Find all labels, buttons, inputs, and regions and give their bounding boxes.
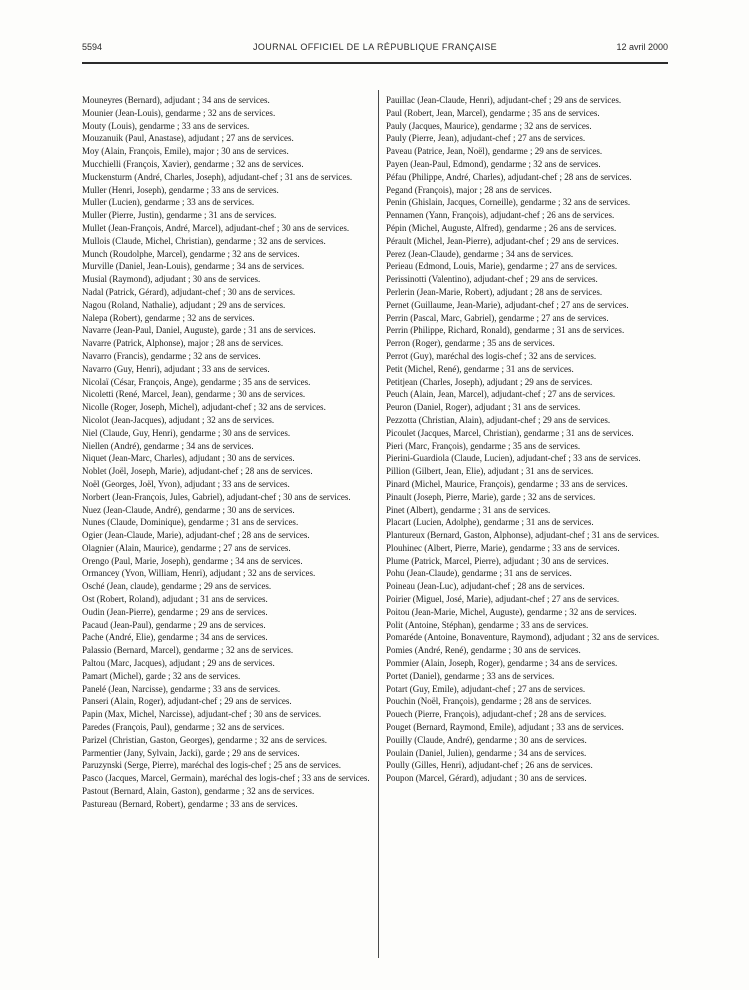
list-entry: Oudin (Jean-Pierre), gendarme ; 29 ans de services. [82, 606, 268, 617]
list-entry: Picoulet (Jacques, Marcel, Christian), gendarme ; 31 ans de services. [386, 427, 634, 438]
list-entry: Peuron (Daniel, Roger), adjudant ; 31 ans de services. [386, 402, 581, 413]
list-entry: Péfau (Philippe, André, Charles), adjudant-chef ; 28 ans de services. [386, 171, 632, 182]
list-entry: Pépin (Michel, Auguste, Alfred), gendarme ; 26 ans de services. [386, 222, 617, 233]
list-entry: Pomaréde (Antoine, Bonaventure, Raymond), adjudant ; 32 ans de services. [386, 632, 660, 643]
list-entry: Niellen (André), gendarme ; 34 ans de services. [82, 440, 254, 451]
list-entry: Pasco (Jacques, Marcel, Germain), maréchal des logis-chef ; 33 ans de services. [82, 773, 370, 784]
list-entry: Papin (Max, Michel, Narcisse), adjudant-chef ; 30 ans de services. [82, 709, 322, 720]
list-entry: Pacaud (Jean-Paul), gendarme ; 29 ans de services. [82, 619, 266, 630]
list-entry: Pouchin (Noël, François), gendarme ; 28 ans de services. [386, 696, 592, 707]
list-entry: Paltou (Marc, Jacques), adjudant ; 29 ans de services. [82, 658, 275, 669]
list-entry: Plantureux (Bernard, Gaston, Alphonse), adjudant-chef ; 31 ans de services. [386, 530, 660, 541]
list-entry: Mouty (Louis), gendarme ; 33 ans de services. [82, 120, 250, 131]
list-entry: Perez (Jean-Claude), gendarme ; 34 ans de services. [386, 248, 574, 259]
list-entry: Noël (Georges, Joël, Yvon), adjudant ; 33 ans de services. [82, 478, 290, 489]
list-entry: Nicolot (Jean-Jacques), adjudant ; 32 ans de services. [82, 414, 275, 425]
list-entry: Pieri (Marc, François), gendarme ; 35 ans de services. [386, 440, 581, 451]
list-entry: Navarro (Guy, Henri), adjudant ; 33 ans de services. [82, 363, 270, 374]
list-entry: Pinard (Michel, Maurice, François), gendarme ; 33 ans de services. [386, 478, 628, 489]
list-entry: Parmentier (Jany, Sylvain, Jacki), garde ; 29 ans de services. [82, 747, 300, 758]
list-entry: Nalepa (Robert), gendarme ; 32 ans de services. [82, 312, 255, 323]
list-entry: Perlerin (Jean-Marie, Robert), adjudant ; 28 ans de services. [386, 286, 603, 297]
list-entry: Pauly (Jacques, Maurice), gendarme ; 32 ans de services. [386, 120, 592, 131]
column-divider [378, 90, 379, 958]
list-entry: Poirier (Miguel, José, Marie), adjudant-chef ; 27 ans de services. [386, 594, 620, 605]
list-entry: Pérault (Michel, Jean-Pierre), adjudant-chef ; 29 ans de services. [386, 235, 619, 246]
list-entry: Pouilly (Claude, André), gendarme ; 30 ans de services. [386, 734, 587, 745]
list-entry: Poulain (Daniel, Julien), gendarme ; 34 ans de services. [386, 747, 587, 758]
list-entry: Petitjean (Charles, Joseph), adjudant ; 29 ans de services. [386, 376, 593, 387]
journal-title: JOURNAL OFFICIEL DE LA RÉPUBLIQUE FRANÇAISE [252, 42, 498, 52]
list-entry: Nunes (Claude, Dominique), gendarme ; 31 ans de services. [82, 517, 299, 528]
list-entry: Nagou (Roland, Nathalie), adjudant ; 29 ans de services. [82, 299, 286, 310]
list-entry: Plouhinec (Albert, Pierre, Marie), gendarme ; 33 ans de services. [386, 542, 620, 553]
list-entry: Moy (Alain, François, Emile), major ; 30 ans de services. [82, 146, 289, 157]
list-entry: Orengo (Paul, Marie, Joseph), gendarme ; 34 ans de services. [82, 555, 303, 566]
list-entry: Parizel (Christian, Gaston, Georges), gendarme ; 32 ans de services. [82, 734, 328, 745]
list-entry: Osché (Jean, claude), gendarme ; 29 ans de services. [82, 581, 272, 592]
list-entry: Mucchielli (François, Xavier), gendarme ; 32 ans de services. [82, 158, 304, 169]
list-entry: Paveau (Patrice, Jean, Noël), gendarme ; 29 ans de services. [386, 146, 603, 157]
list-entry: Potart (Guy, Emile), adjudant-chef ; 27 ans de services. [386, 683, 586, 694]
list-entry: Muller (Lucien), gendarme ; 33 ans de services. [82, 197, 255, 208]
list-entry: Nicoletti (René, Marcel, Jean), gendarme ; 30 ans de services. [82, 389, 306, 400]
list-entry: Petit (Michel, René), gendarme ; 31 ans de services. [386, 363, 574, 374]
issue-date: 12 avril 2000 [616, 42, 668, 52]
list-entry: Penin (Ghislain, Jacques, Corneille), gendarme ; 32 ans de services. [386, 197, 631, 208]
list-entry: Placart (Lucien, Adolphe), gendarme ; 31 ans de services. [386, 517, 594, 528]
list-entry: Norbert (Jean-François, Jules, Gabriel), adjudant-chef ; 30 ans de services. [82, 491, 351, 502]
list-entry: Pauly (Pierre, Jean), adjudant-chef ; 27 ans de services. [386, 133, 586, 144]
list-entry: Olagnier (Alain, Maurice), gendarme ; 27 ans de services. [82, 542, 291, 553]
list-entry: Perrot (Guy), maréchal des logis-chef ; 32 ans de services. [386, 350, 597, 361]
list-entry: Niquet (Jean-Marc, Charles), adjudant ; 30 ans de services. [82, 453, 295, 464]
list-entry: Murville (Daniel, Jean-Louis), gendarme ; 34 ans de services. [82, 261, 305, 272]
list-entry: Pezzotta (Christian, Alain), adjudant-chef ; 29 ans de services. [386, 414, 611, 425]
header-rule [82, 62, 668, 64]
list-entry: Panseri (Alain, Roger), adjudant-chef ; 29 ans de services. [82, 696, 292, 707]
list-entry: Nicolaï (César, François, Ange), gendarme ; 35 ans de services. [82, 376, 311, 387]
list-entry: Pinault (Joseph, Pierre, Marie), garde ; 32 ans de services. [386, 491, 596, 502]
list-entry: Muckensturm (André, Charles, Joseph), adjudant-chef ; 31 ans de services. [82, 171, 353, 182]
list-entry: Perieau (Edmond, Louis, Marie), gendarme ; 27 ans de services. [386, 261, 618, 272]
list-entry: Payen (Jean-Paul, Edmond), gendarme ; 32 ans de services. [386, 158, 601, 169]
list-entry: Navarro (Francis), gendarme ; 32 ans de services. [82, 350, 261, 361]
list-entry: Peuch (Alain, Jean, Marcel), adjudant-chef ; 27 ans de services. [386, 389, 616, 400]
list-entry: Pomies (André, René), gendarme ; 30 ans de services. [386, 645, 581, 656]
page-header [82, 42, 668, 56]
list-entry: Navarre (Jean-Paul, Daniel, Auguste), garde ; 31 ans de services. [82, 325, 316, 336]
list-entry: Palassio (Bernard, Marcel), gendarme ; 32 ans de services. [82, 645, 294, 656]
list-entry: Pastout (Bernard, Alain, Gaston), gendarme ; 32 ans de services. [82, 786, 315, 797]
list-entry: Muller (Pierre, Justin), gendarme ; 31 ans de services. [82, 210, 277, 221]
list-entry: Perrin (Pascal, Marc, Gabriel), gendarme ; 27 ans de services. [386, 312, 609, 323]
list-entry: Nuez (Jean-Claude, André), gendarme ; 30 ans de services. [82, 504, 295, 515]
list-entry: Paul (Robert, Jean, Marcel), gendarme ; 35 ans de services. [386, 107, 600, 118]
list-entry: Pohu (Jean-Claude), gendarme ; 31 ans de services. [386, 568, 572, 579]
list-entry: Munch (Roudolphe, Marcel), gendarme ; 32 ans de services. [82, 248, 300, 259]
list-entry: Ormancey (Yvon, William, Henri), adjudant ; 32 ans de services. [82, 568, 316, 579]
list-entry: Mouzanuik (Paul, Anastase), adjudant ; 27 ans de services. [82, 133, 294, 144]
list-entry: Mounier (Jean-Louis), gendarme ; 32 ans de services. [82, 107, 276, 118]
list-entry: Pouech (Pierre, François), adjudant-chef ; 28 ans de services. [386, 709, 607, 720]
page-number: 5594 [82, 42, 103, 52]
list-entry: Pamart (Michel), garde ; 32 ans de services. [82, 670, 241, 681]
list-entry: Paredes (François, Paul), gendarme ; 32 ans de services. [82, 722, 285, 733]
list-entry: Poineau (Jean-Luc), adjudant-chef ; 28 ans de services. [386, 581, 585, 592]
list-entry: Panelé (Jean, Narcisse), gendarme ; 33 ans de services. [82, 683, 281, 694]
list-entry: Niel (Claude, Guy, Henri), gendarme ; 30 ans de services. [82, 427, 291, 438]
list-entry: Perron (Roger), gendarme ; 35 ans de services. [386, 338, 555, 349]
list-entry: Pouget (Bernard, Raymond, Emile), adjudant ; 33 ans de services. [386, 722, 624, 733]
list-entry: Portet (Daniel), gendarme ; 33 ans de services. [386, 670, 555, 681]
list-entry: Paruzynski (Serge, Pierre), maréchal des logis-chef ; 25 ans de services. [82, 760, 341, 771]
list-entry: Nicolle (Roger, Joseph, Michel), adjudant-chef ; 32 ans de services. [82, 402, 326, 413]
list-entry: Mullois (Claude, Michel, Christian), gendarme ; 32 ans de services. [82, 235, 326, 246]
list-entry: Muller (Henri, Joseph), gendarme ; 33 ans de services. [82, 184, 279, 195]
list-entry: Perissinotti (Valentino), adjudant-chef ; 29 ans de services. [386, 274, 598, 285]
list-entry: Pegand (François), major ; 28 ans de services. [386, 184, 552, 195]
list-entry: Pastureau (Bernard, Robert), gendarme ; 33 ans de services. [82, 798, 298, 809]
list-entry: Pinet (Albert), gendarme ; 31 ans de services. [386, 504, 551, 515]
list-entry: Nadal (Patrick, Gérard), adjudant-chef ; 30 ans de services. [82, 286, 296, 297]
list-entry: Pommier (Alain, Joseph, Roger), gendarme ; 34 ans de services. [386, 658, 618, 669]
list-entry: Pache (André, Elie), gendarme ; 34 ans de services. [82, 632, 268, 643]
list-entry: Pillion (Gilbert, Jean, Elie), adjudant ; 31 ans de services. [386, 466, 594, 477]
list-entry: Pennamen (Yann, François), adjudant-chef ; 26 ans de services. [386, 210, 615, 221]
list-entry: Mouneyres (Bernard), adjudant ; 34 ans de services. [82, 95, 270, 105]
list-entry: Poitou (Jean-Marie, Michel, Auguste), gendarme ; 32 ans de services. [386, 606, 637, 617]
list-entry: Pauillac (Jean-Claude, Henri), adjudant-chef ; 29 ans de services. [386, 95, 622, 105]
left-column [82, 94, 373, 811]
list-entry: Mullet (Jean-François, André, Marcel), adjudant-chef ; 30 ans de services. [82, 222, 350, 233]
list-entry: Poully (Gilles, Henri), adjudant-chef ; 26 ans de services. [386, 760, 593, 771]
list-entry: Pernet (Guillaume, Jean-Marie), adjudant-chef ; 27 ans de services. [386, 299, 629, 310]
list-entry: Pierini-Guardiola (Claude, Lucien), adjudant-chef ; 33 ans de services. [386, 453, 641, 464]
right-column [386, 94, 669, 785]
list-entry: Poupon (Marcel, Gérard), adjudant ; 30 ans de services. [386, 773, 587, 784]
list-entry: Ost (Robert, Roland), adjudant ; 31 ans de services. [82, 594, 268, 605]
list-entry: Perrin (Philippe, Richard, Ronald), gendarme ; 31 ans de services. [386, 325, 625, 336]
list-entry: Polit (Antoine, Stéphan), gendarme ; 33 ans de services. [386, 619, 589, 630]
list-entry: Noblet (Joël, Joseph, Marie), adjudant-chef ; 28 ans de services. [82, 466, 313, 477]
list-entry: Navarre (Patrick, Alphonse), major ; 28 ans de services. [82, 338, 284, 349]
list-entry: Musial (Raymond), adjudant ; 30 ans de services. [82, 274, 261, 285]
list-entry: Ogier (Jean-Claude, Marie), adjudant-chef ; 28 ans de services. [82, 530, 310, 541]
list-entry: Plume (Patrick, Marcel, Pierre), adjudant ; 30 ans de services. [386, 555, 609, 566]
